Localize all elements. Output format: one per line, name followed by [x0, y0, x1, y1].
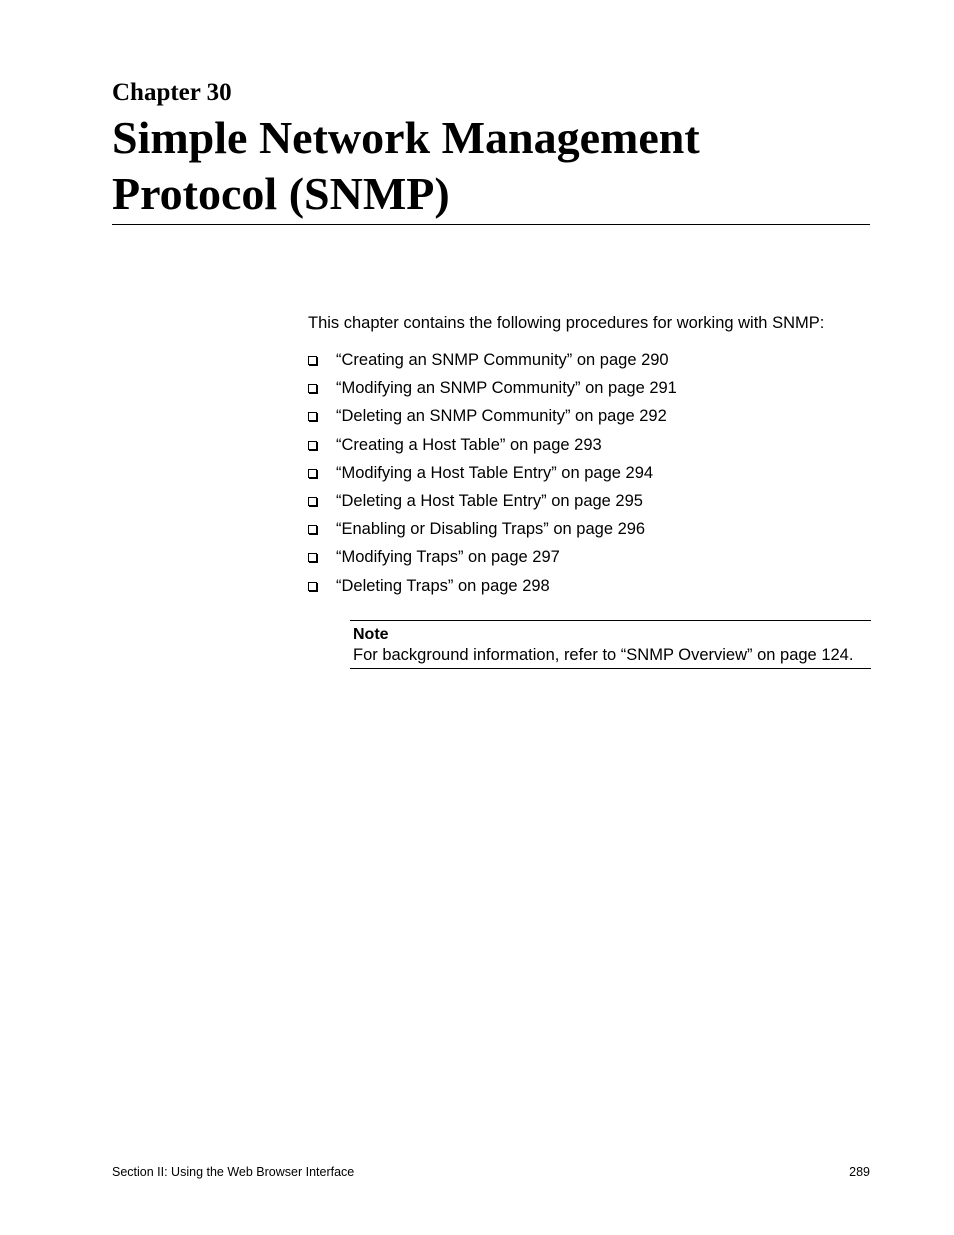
list-item[interactable]: [308, 546, 677, 574]
checkbox-bullet-icon: [308, 469, 317, 478]
intro-paragraph: This chapter contains the following procedures for working with SNMP:: [308, 314, 825, 332]
checkbox-bullet-icon: [308, 412, 317, 421]
list-item[interactable]: [308, 405, 677, 433]
list-item[interactable]: [308, 434, 677, 462]
footer-section-title: Section II: Using the Web Browser Interface: [112, 1165, 355, 1179]
checkbox-bullet-icon: [308, 497, 317, 506]
list-item[interactable]: [308, 490, 677, 518]
procedure-list: [308, 349, 677, 603]
checkbox-bullet-icon: [308, 384, 317, 393]
procedure-link[interactable]: “Deleting an SNMP Community” on page 292: [336, 407, 667, 426]
checkbox-bullet-icon: [308, 525, 317, 534]
list-item[interactable]: [308, 462, 677, 490]
list-item[interactable]: [308, 349, 677, 377]
footer-page-number: 289: [849, 1165, 870, 1179]
checkbox-bullet-icon: [308, 441, 317, 450]
list-item[interactable]: [308, 575, 677, 603]
procedure-link[interactable]: “Creating an SNMP Community” on page 290: [336, 351, 669, 369]
checkbox-bullet-icon: [308, 356, 317, 365]
note-text[interactable]: For background information, refer to “SNMP Overview” on page 124.: [353, 646, 854, 664]
checkbox-bullet-icon: [308, 553, 317, 562]
procedure-link[interactable]: “Modifying Traps” on page 297: [336, 548, 560, 567]
title-divider: [112, 224, 870, 225]
note-label: Note: [353, 626, 389, 643]
checkbox-bullet-icon: [308, 582, 317, 591]
chapter-label: Chapter 30: [112, 79, 232, 106]
procedure-link[interactable]: “Deleting a Host Table Entry” on page 295: [336, 491, 643, 510]
chapter-title: Simple Network Management Protocol (SNMP): [112, 112, 700, 219]
procedure-link[interactable]: “Modifying an SNMP Community” on page 291: [336, 379, 677, 398]
procedure-link[interactable]: “Modifying a Host Table Entry” on page 294: [336, 463, 654, 482]
note-box: [350, 620, 871, 669]
list-item[interactable]: [308, 377, 677, 405]
procedure-link[interactable]: “Deleting Traps” on page 298: [336, 576, 550, 595]
procedure-link[interactable]: “Enabling or Disabling Traps” on page 296: [336, 520, 646, 539]
list-item[interactable]: [308, 518, 677, 546]
procedure-link[interactable]: “Creating a Host Table” on page 293: [336, 435, 602, 454]
